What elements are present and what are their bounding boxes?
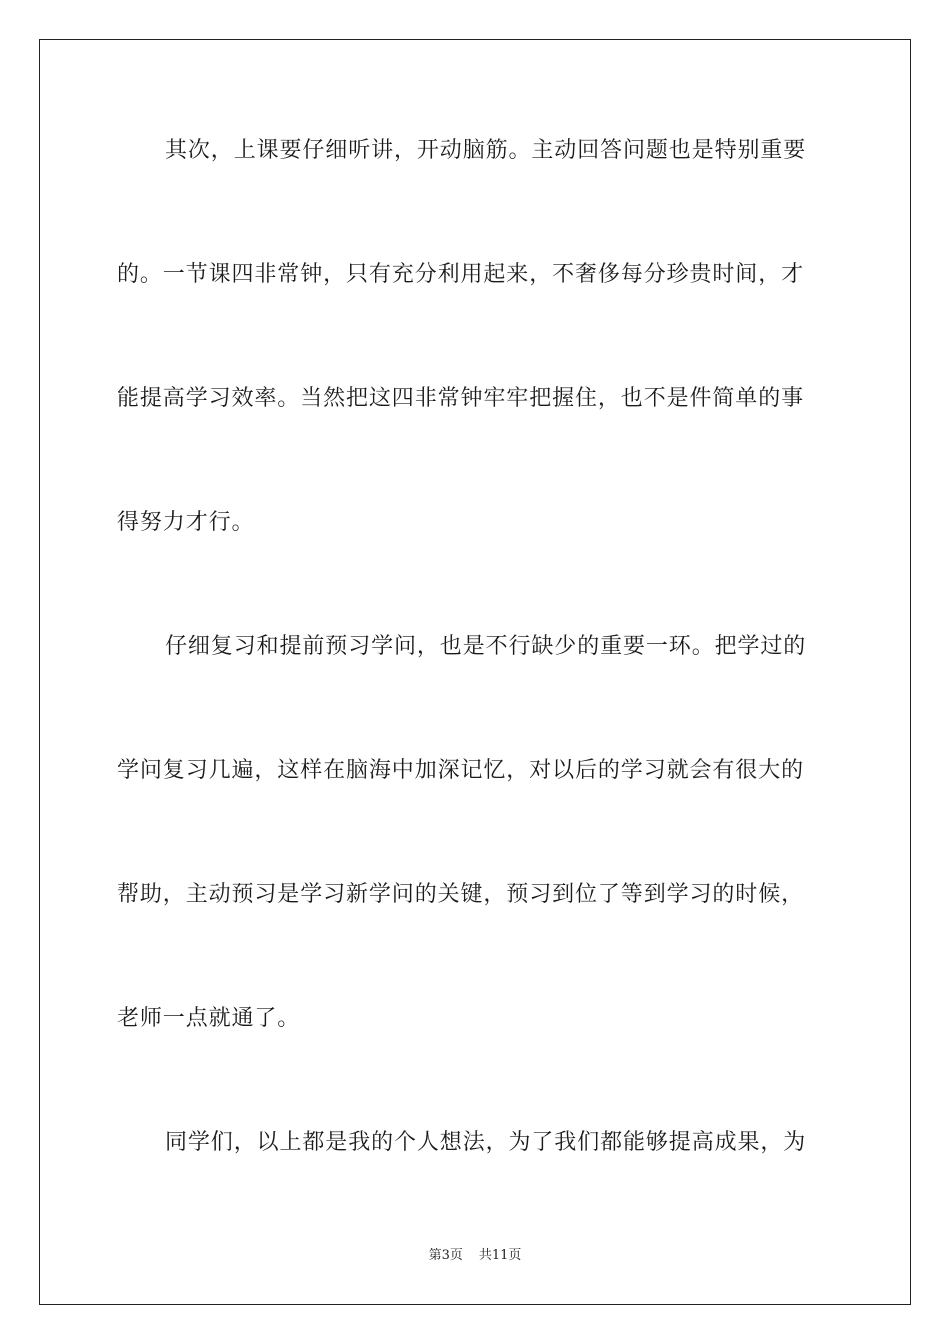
paragraph-2-line-3: 帮助，主动预习是学习新学问的关键，预习到位了等到学习的时候， [117, 882, 805, 907]
paragraph-1-line-3: 能提高学习效率。当然把这四非常钟牢牢把握住，也不是件简单的事 [117, 386, 805, 411]
paragraph-2-line-2: 学问复习几遍，这样在脑海中加深记忆，对以后的学习就会有很大的 [117, 758, 805, 783]
page-footer [0, 1247, 950, 1265]
page-border [39, 39, 911, 1305]
paragraph-2-line-4: 老师一点就通了。 [117, 1006, 301, 1031]
paragraph-2-line-1: 仔细复习和提前预习学问，也是不行缺少的重要一环。把学过的 [165, 634, 807, 659]
paragraph-1-line-1: 其次，上课要仔细听讲，开动脑筋。主动回答问题也是特别重要 [165, 138, 807, 163]
paragraph-3-line-1: 同学们，以上都是我的个人想法，为了我们都能够提高成果，为 [165, 1130, 807, 1155]
paragraph-1-line-2: 的。一节课四非常钟，只有充分利用起来，不奢侈每分珍贵时间，才 [117, 262, 805, 287]
paragraph-1-line-4: 得努力才行。 [117, 510, 255, 535]
page-number: 第3页 [428, 1248, 463, 1263]
page-total: 共11页 [478, 1248, 522, 1263]
